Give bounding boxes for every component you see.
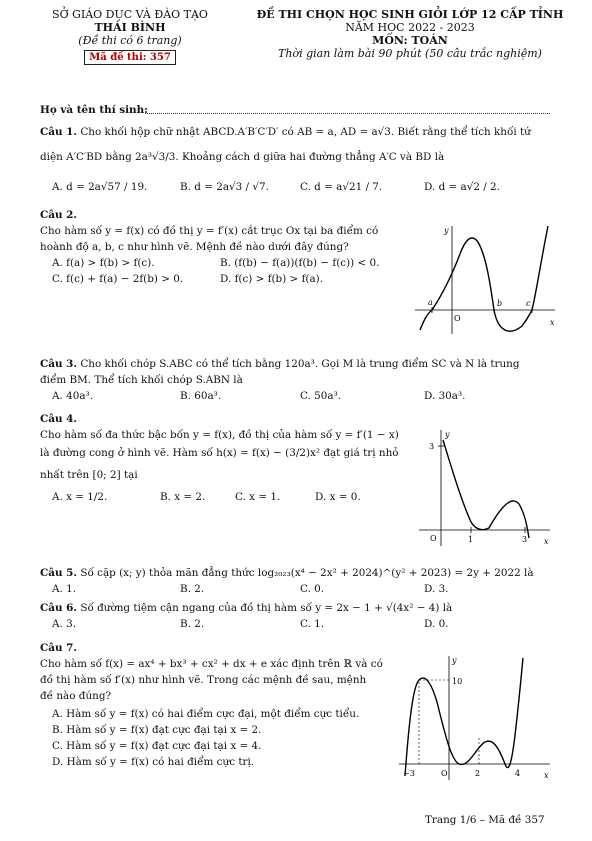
q2-graph [410, 222, 560, 337]
province-name: THÁI BÌNH [94, 21, 166, 34]
header-left [40, 8, 220, 64]
q4-curve [443, 440, 529, 538]
subject: MÔN: TOÁN [372, 34, 448, 47]
q7-y-label: y [452, 656, 457, 665]
q3-option-b[interactable]: B. 60a³. [180, 390, 222, 402]
q4-y-label: y [445, 430, 450, 439]
q3-option-d[interactable]: D. 30a³. [424, 390, 466, 402]
q4-tick-3y: 3 [429, 442, 435, 451]
q2-option-b[interactable]: B. (f(b) − f(a))(f(b) − f(c)) < 0. [220, 257, 380, 269]
q6-text1: Số đường tiệm cận ngang của đồ thị hàm số y = 2x − 1 + √(4x² − 4) là [80, 602, 453, 614]
q2-text1: Cho hàm số y = f(x) có đồ thị y = f′(x) cắt trục Ox tại ba điểm có [40, 225, 379, 237]
q1-option-d[interactable]: D. d = a√2 / 2. [424, 181, 500, 193]
q7-origin: O [441, 769, 448, 778]
q5-option-d[interactable]: D. 3. [424, 583, 449, 595]
q7-option-b[interactable]: B. Hàm số y = f(x) đạt cực đại tại x = 2. [52, 724, 262, 736]
q7-option-c[interactable]: C. Hàm số y = f(x) đạt cực đại tại x = 4. [52, 740, 262, 752]
q1-text2: diện A′C′BD bằng 2a³√3/3. Khoảng cách d giữa hai đường thẳng A′C và BD là [40, 151, 445, 163]
page-footer: Trang 1/6 – Mã đề 357 [425, 814, 545, 826]
q1-text1: Cho khối hộp chữ nhật ABCD.A′B′C′D′ có AB = a, AD = a√3. Biết rằng thể tích khối tứ [80, 126, 531, 138]
q7-text1: Cho hàm số f(x) = ax⁴ + bx³ + cx² + dx + e xác định trên ℝ và có [40, 658, 383, 670]
exam-title: ĐỀ THI CHỌN HỌC SINH GIỎI LỚP 12 CẤP TỈNH [256, 8, 564, 21]
q2-option-a[interactable]: A. f(a) > f(b) > f(c). [52, 257, 155, 269]
q2-tick-a: a [428, 298, 433, 307]
q7-tick-4: 4 [515, 769, 521, 778]
department-name: SỞ GIÁO DỤC VÀ ĐÀO TẠO [52, 8, 208, 21]
q4-text1: Cho hàm số đa thức bậc bốn y = f(x), đồ thị của hàm số y = f′(1 − x) [40, 429, 399, 441]
q7-option-a[interactable]: A. Hàm số y = f(x) có hai điểm cực đại, một điểm cực tiểu. [52, 708, 360, 720]
q7-graph [395, 652, 555, 782]
q2-origin: O [454, 314, 461, 323]
q4-tick-1: 1 [468, 535, 474, 544]
q4-x-label: x [544, 537, 549, 546]
q7-label: Câu 7. [40, 642, 78, 654]
q4-label: Câu 4. [40, 413, 78, 425]
q7-tick-10: 10 [452, 677, 463, 686]
school-year: NĂM HỌC 2022 - 2023 [345, 21, 475, 34]
q5-option-b[interactable]: B. 2. [180, 583, 205, 595]
q4-option-c[interactable]: C. x = 1. [235, 491, 281, 503]
candidate-name-line[interactable] [145, 113, 550, 114]
header-right [250, 8, 570, 60]
q7-tick-2: 2 [475, 769, 481, 778]
q6-line1 [40, 601, 452, 615]
q2-text2: hoành độ a, b, c như hình vẽ. Mệnh đề nào dưới đây đúng? [40, 241, 349, 253]
q5-text1: Số cặp (x; y) thỏa mãn đẳng thức log₂₀₂₃(x⁴ − 2x² + 2024)^(y² + 2023) = 2y + 2022 là [80, 567, 534, 579]
q6-option-b[interactable]: B. 2. [180, 618, 205, 630]
q6-option-d[interactable]: D. 0. [424, 618, 449, 630]
exam-code-badge: Mã đề thi: 357 [84, 50, 176, 65]
q2-tick-b: b [497, 299, 503, 308]
q4-origin: O [430, 534, 437, 543]
q1-line1 [40, 125, 531, 139]
q7-x-label: x [544, 771, 549, 780]
q3-option-c[interactable]: C. 50a³. [300, 390, 342, 402]
q2-label: Câu 2. [40, 209, 78, 221]
q3-option-a[interactable]: A. 40a³. [52, 390, 93, 402]
q1-label: Câu 1. [40, 126, 78, 138]
pages-note: (Đề thi có 6 trang) [78, 34, 182, 47]
q5-label: Câu 5. [40, 567, 78, 579]
q2-curve [420, 226, 548, 331]
q4-option-d[interactable]: D. x = 0. [315, 491, 361, 503]
q7-option-d[interactable]: D. Hàm số y = f(x) có hai điểm cực trị. [52, 756, 255, 768]
q3-text2: điểm BM. Thể tích khối chóp S.ABN là [40, 374, 243, 386]
q7-tick-neg3: −3 [403, 769, 415, 778]
q3-line1 [40, 357, 520, 371]
q1-option-b[interactable]: B. d = 2a√3 / √7. [180, 181, 269, 193]
q7-curve [405, 658, 523, 776]
q4-graph [415, 426, 555, 548]
q7-text2: đồ thị hàm số f′(x) như hình vẽ. Trong các mệnh đề sau, mệnh [40, 674, 367, 686]
q7-text3: đề nào đúng? [40, 690, 112, 702]
q5-line1 [40, 566, 534, 580]
time-limit: Thời gian làm bài 90 phút (50 câu trắc nghiệm) [278, 47, 542, 60]
q1-option-a[interactable]: A. d = 2a√57 / 19. [52, 181, 148, 193]
q2-option-c[interactable]: C. f(c) + f(a) − 2f(b) > 0. [52, 273, 184, 285]
q2-option-d[interactable]: D. f(c) > f(b) > f(a). [220, 273, 324, 285]
q3-text1: Cho khối chóp S.ABC có thể tích bằng 120a³. Gọi M là trung điểm SC và N là trung [80, 358, 520, 370]
q1-option-c[interactable]: C. d = a√21 / 7. [300, 181, 383, 193]
q4-text3: nhất trên [0; 2] tại [40, 469, 138, 481]
q4-option-b[interactable]: B. x = 2. [160, 491, 206, 503]
q3-label: Câu 3. [40, 358, 78, 370]
q6-option-a[interactable]: A. 3. [52, 618, 77, 630]
q4-option-a[interactable]: A. x = 1/2. [52, 491, 108, 503]
q6-option-c[interactable]: C. 1. [300, 618, 325, 630]
q5-option-c[interactable]: C. 0. [300, 583, 325, 595]
q2-tick-c: c [526, 299, 531, 308]
q4-text2: là đường cong ở hình vẽ. Hàm số h(x) = f(x) − (3/2)x² đạt giá trị nhỏ [40, 447, 399, 459]
q5-option-a[interactable]: A. 1. [52, 583, 77, 595]
candidate-name-label: Họ và tên thí sinh: [40, 104, 148, 116]
q2-y-label: y [444, 226, 449, 235]
q4-tick-3x: 3 [522, 535, 528, 544]
q6-label: Câu 6. [40, 602, 78, 614]
q2-x-label: x [550, 318, 555, 327]
